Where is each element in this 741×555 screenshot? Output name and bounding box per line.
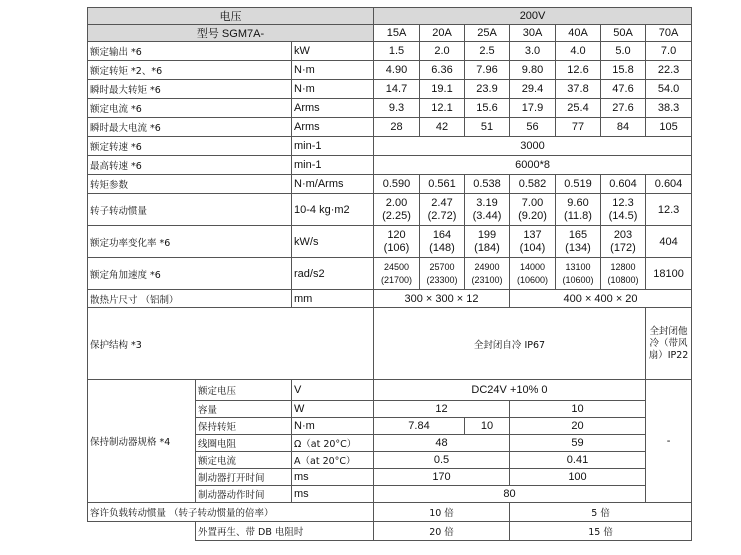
row-label: 瞬时最大转矩 *6 [88, 80, 292, 99]
cell: 56 [510, 118, 556, 137]
model-50a: 50A [601, 25, 646, 42]
regen-row [88, 522, 692, 541]
row-label: 最高转速 *6 [88, 156, 292, 175]
cell-sub: (10600) [516, 274, 549, 285]
cell: 203 [613, 228, 633, 241]
cell-sub: (23100) [471, 274, 503, 285]
cell: 7.84 [374, 418, 465, 435]
torque-param-row [88, 175, 692, 194]
row-unit: A（at 20°C） [292, 452, 374, 469]
cell: 48 [374, 435, 510, 452]
row-unit: V [292, 380, 374, 401]
cell: 25700 [429, 261, 455, 272]
cell: 47.6 [601, 80, 646, 99]
brake-voltage-row [88, 380, 692, 401]
row-label: 保护结构 *3 [88, 308, 374, 380]
row-label: 转子转动惯量 [88, 194, 292, 226]
cell-sub: (14.5) [608, 209, 638, 222]
cell-sub: (21700) [380, 274, 413, 285]
cell: 9.60 [567, 196, 589, 209]
row-label: 线圈电阻 [196, 435, 292, 452]
row-unit: Ω（at 20°C） [292, 435, 374, 452]
cell-sub: (11.8) [564, 209, 592, 222]
cell: 10 [510, 401, 646, 418]
cell: 15 倍 [510, 522, 692, 541]
rated-current-row [88, 99, 692, 118]
row-unit: Arms [292, 99, 374, 118]
cell: 17.9 [510, 99, 556, 118]
cell: 400 × 400 × 20 [510, 290, 692, 308]
cell-sub: (106) [383, 241, 410, 254]
cell: 0.41 [510, 452, 646, 469]
cell: 170 [374, 469, 510, 486]
row-unit: kW [292, 42, 374, 61]
motor-spec-table [87, 7, 692, 541]
cell: 80 [374, 486, 646, 503]
cell: 164 [432, 228, 452, 241]
cell-sub: (2.72) [427, 209, 457, 222]
cell: 15.8 [601, 61, 646, 80]
cell: 19.1 [420, 80, 465, 99]
row-unit: ms [292, 469, 374, 486]
row-label: 转矩参数 [88, 175, 292, 194]
model-40a: 40A [556, 25, 601, 42]
cell-sub: (148) [429, 241, 455, 254]
cell: 0.604 [601, 175, 646, 194]
cell: 199 [477, 228, 497, 241]
row-label: 额定功率变化率 *6 [88, 226, 292, 258]
rated-torque-row [88, 61, 692, 80]
protection-row [88, 308, 692, 380]
cell: 2.00 [385, 196, 408, 209]
row-unit: N·m/Arms [292, 175, 374, 194]
row-unit: kW/s [292, 226, 374, 258]
cell-sub: (2.25) [382, 209, 411, 222]
row-unit: mm [292, 290, 374, 308]
row-unit: ms [292, 486, 374, 503]
cell: 23.9 [465, 80, 510, 99]
cell-sub: (9.20) [518, 209, 547, 222]
cell: 12800 [610, 261, 636, 272]
voltage-row [88, 8, 692, 25]
rated-output-row [88, 42, 692, 61]
cell: 24500 [383, 261, 410, 272]
cell-sub: (3.44) [472, 209, 502, 222]
row-unit: 10-4 kg·m2 [292, 194, 374, 226]
row-unit: min-1 [292, 137, 374, 156]
row-label: 额定转矩 *2、*6 [88, 61, 292, 80]
cell: 9.80 [510, 61, 556, 80]
cell: 0.604 [646, 175, 692, 194]
row-label: 额定转速 *6 [88, 137, 292, 156]
cell: 42 [420, 118, 465, 137]
row-label: 瞬时最大电流 *6 [88, 118, 292, 137]
load-inertia-row [88, 503, 692, 522]
cell: 6.36 [420, 61, 465, 80]
max-current-row [88, 118, 692, 137]
cell: 3.0 [510, 42, 556, 61]
row-unit: W [292, 401, 374, 418]
cell: DC24V +10% 0 [374, 380, 646, 401]
row-unit: Arms [292, 118, 374, 137]
cell-sub: (10600) [562, 274, 594, 285]
cell: 0.561 [420, 175, 465, 194]
row-label: 散热片尺寸 （铝制） [88, 290, 292, 308]
cell: 3.19 [476, 196, 498, 209]
row-unit: N·m [292, 418, 374, 435]
cell: 10 [465, 418, 510, 435]
inertia-row [88, 194, 692, 226]
cell: 14.7 [374, 80, 420, 99]
cell: 54.0 [646, 80, 692, 99]
cell: 25.4 [556, 99, 601, 118]
row-label: 外置再生、带 DB 电阻时 [196, 522, 374, 541]
cell: 22.3 [646, 61, 692, 80]
cell: 38.3 [646, 99, 692, 118]
rated-speed-row [88, 137, 692, 156]
cell-sub: (134) [565, 241, 591, 254]
angular-accel-row [88, 258, 692, 290]
row-unit: N·m [292, 80, 374, 99]
cell-sub: (10800) [607, 274, 639, 285]
cell: 12 [374, 401, 510, 418]
cell: 404 [646, 226, 692, 258]
row-label: 容量 [196, 401, 292, 418]
row-label: 额定电流 [196, 452, 292, 469]
cell: 12.3 [646, 194, 692, 226]
cell: 15.6 [465, 99, 510, 118]
row-label: 额定电流 *6 [88, 99, 292, 118]
cell: 7.00 [521, 196, 544, 209]
row-label: 容许负载转动惯量 （转子转动惯量的倍率） [88, 503, 374, 522]
cell: 4.90 [374, 61, 420, 80]
cell: 全封闭自冷 IP67 [374, 308, 646, 380]
cell: 4.0 [556, 42, 601, 61]
row-label: 额定输出 *6 [88, 42, 292, 61]
cell: 137 [523, 228, 542, 241]
model-30a: 30A [510, 25, 556, 42]
heatsink-row [88, 290, 692, 308]
cell: 1.5 [374, 42, 420, 61]
max-torque-row [88, 80, 692, 99]
row-label: 制动器动作时间 [196, 486, 292, 503]
voltage-value: 200V [374, 8, 692, 25]
cell: 0.5 [374, 452, 510, 469]
cell: 120 [387, 228, 406, 241]
brake-label: 保持制动器规格 *4 [88, 380, 196, 503]
cell: 51 [465, 118, 510, 137]
cell: 0.590 [374, 175, 420, 194]
cell-sub: (23300) [426, 274, 458, 285]
cell: 20 [510, 418, 646, 435]
model-row [88, 25, 692, 42]
cell: 12.3 [612, 196, 634, 209]
cell-sub: (172) [610, 241, 636, 254]
cell: 27.6 [601, 99, 646, 118]
cell: 2.5 [465, 42, 510, 61]
cell: 59 [510, 435, 646, 452]
cell: 100 [510, 469, 646, 486]
cell: 84 [601, 118, 646, 137]
model-70a: 70A [646, 25, 692, 42]
cell: 5.0 [601, 42, 646, 61]
cell: 300 × 300 × 12 [374, 290, 510, 308]
max-speed-row [88, 156, 692, 175]
cell: 10 倍 [374, 503, 510, 522]
cell: 0.582 [510, 175, 556, 194]
model-15a: 15A [374, 25, 420, 42]
row-label: 额定电压 [196, 380, 292, 401]
cell: 28 [374, 118, 420, 137]
cell-dash: - [646, 380, 692, 503]
cell: 12.6 [556, 61, 601, 80]
model-20a: 20A [420, 25, 465, 42]
cell: 20 倍 [374, 522, 510, 541]
cell: 全封闭他冷（带风扇）IP22 [646, 308, 692, 380]
cell-sub: (184) [474, 241, 500, 254]
cell: 29.4 [510, 80, 556, 99]
cell: 2.0 [420, 42, 465, 61]
power-rate-row [88, 226, 692, 258]
cell: 7.0 [646, 42, 692, 61]
row-label: 额定角加速度 *6 [88, 258, 292, 290]
cell: 3000 [374, 137, 692, 156]
cell: 24900 [474, 261, 500, 272]
cell: 6000*8 [374, 156, 692, 175]
cell: 13100 [565, 261, 591, 272]
cell: 2.47 [431, 196, 453, 209]
cell: 105 [646, 118, 692, 137]
cell: 0.538 [465, 175, 510, 194]
cell: 7.96 [465, 61, 510, 80]
cell: 5 倍 [510, 503, 692, 522]
row-label: 保持转矩 [196, 418, 292, 435]
cell: 18100 [646, 258, 692, 290]
row-label: 制动器打开时间 [196, 469, 292, 486]
cell-sub: (104) [519, 241, 546, 254]
model-label: 型号 SGM7A- [88, 25, 374, 42]
cell: 9.3 [374, 99, 420, 118]
voltage-label: 电压 [88, 8, 374, 25]
cell: 77 [556, 118, 601, 137]
cell: 14000 [519, 261, 546, 272]
row-unit: min-1 [292, 156, 374, 175]
model-25a: 25A [465, 25, 510, 42]
cell: 37.8 [556, 80, 601, 99]
cell: 0.519 [556, 175, 601, 194]
row-unit: N·m [292, 61, 374, 80]
row-unit: rad/s2 [292, 258, 374, 290]
cell: 165 [568, 228, 588, 241]
cell: 12.1 [420, 99, 465, 118]
